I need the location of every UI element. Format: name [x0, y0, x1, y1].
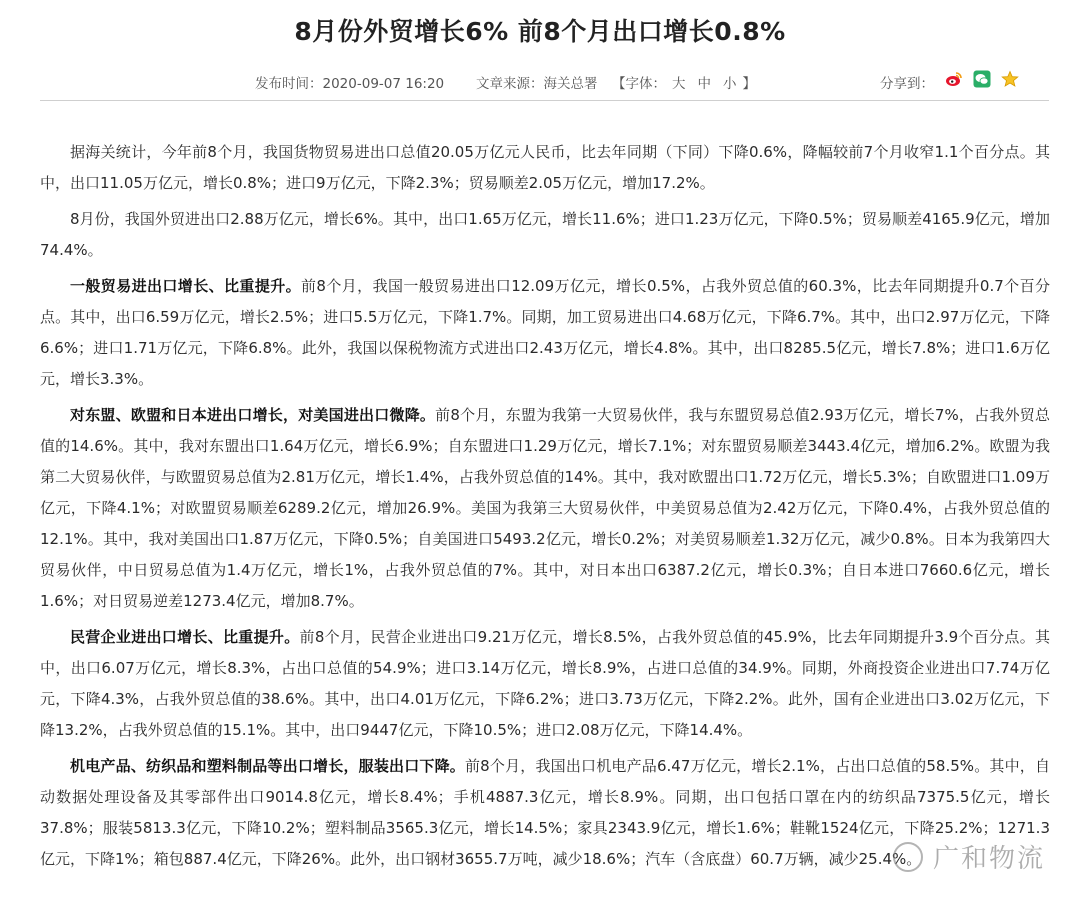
- font-size-selector: [612, 72, 756, 92]
- watermark: [893, 838, 1053, 878]
- watermark-logo-icon: [893, 842, 923, 872]
- watermark-text: 广和物流: [933, 844, 1046, 874]
- header-divider: [40, 100, 1049, 101]
- paragraph-text: 前8个月，民营企业进出口9.21万亿元，增长8.5%，占我外贸总值的45.9%，比去年同期提升3.9个百分点。其中，出口6.07万亿元，增长8.3%，占出口总值的54.9%；进口3.14万亿元，增长8.9%，占进口总值的34.9%。同期，外商投资企业进出口7.74万亿元，下降4.3%，占我外贸总值的38.6%。其中，出口4.01万亿元，下降6.2%；进口3.73万亿元，下降2.2%。此外，国有企业进出口3.02万亿元，下降13.2%，占我外贸总值的15.1%。其中，出口9447亿元，下降10.5%；进口2.08万亿元，下降14.4%。: [40, 628, 1050, 739]
- wechat-icon[interactable]: [973, 70, 991, 88]
- paragraph: [40, 137, 1050, 199]
- paragraph: [40, 271, 1050, 395]
- article-meta: [0, 70, 1080, 92]
- share-label: 分享到：: [880, 76, 934, 92]
- article-body: [40, 137, 1050, 880]
- font-medium-button[interactable]: 中: [697, 76, 711, 92]
- paragraph-text: 前8个月，东盟为我第一大贸易伙伴，我与东盟贸易总值2.93万亿元，增长7%，占我外贸总值的14.6%。其中，我对东盟出口1.64万亿元，增长6.9%；自东盟进口1.29万亿元，增长7.1%；对东盟贸易顺差3443.4亿元，增加6.2%。欧盟为我第二大贸易伙伴，与欧盟贸易总值为2.81万亿元，增长1.4%，占我外贸总值的14%。其中，我对欧盟出口1.72万亿元，增长5.3%；自欧盟进口1.09万亿元，下降4.1%；对欧盟贸易顺差6289.2亿元，增加26.9%。美国为我第三大贸易伙伴，中美贸易总值为2.42万亿元，下降0.4%，占我外贸总值的12.1%。其中，我对美国出口1.87万亿元，下降0.5%；自美国进口5493.2亿元，增长0.2%；对美贸易顺差1.32万亿元，减少0.8%。日本为我第四大贸易伙伴，中日贸易总值为1.4万亿元，增长1%，占我外贸总值的7%。其中，对日本出口6387.2亿元，增长0.3%；自日本进口7660.6亿元，增长1.6%；对日贸易逆差1273.4亿元，增加8.7%。: [40, 406, 1050, 610]
- font-selector-open: 【字体：: [612, 76, 666, 92]
- publish-time: 发布时间：2020-09-07 16:20: [255, 76, 445, 92]
- paragraph: [40, 204, 1050, 266]
- paragraph-text: 8月份，我国外贸进出口2.88万亿元，增长6%。其中，出口1.65万亿元，增长11.6%；进口1.23万亿元，下降0.5%；贸易顺差4165.9亿元，增加74.4%。: [40, 210, 1050, 259]
- paragraph: [40, 400, 1050, 617]
- font-large-button[interactable]: 大: [672, 76, 686, 92]
- font-selector-close: 】: [742, 76, 756, 92]
- weibo-icon[interactable]: [945, 70, 963, 88]
- paragraph-text: 前8个月，我国一般贸易进出口12.09万亿元，增长0.5%，占我外贸总值的60.3%，比去年同期提升0.7个百分点。其中，出口6.59万亿元，增长2.5%；进口5.5万亿元，下降1.7%。同期，加工贸易进出口4.68万亿元，下降6.7%。其中，出口2.97万亿元，下降6.6%；进口1.71万亿元，下降6.8%。此外，我国以保税物流方式进出口2.43万亿元，增长4.8%。其中，出口8285.5亿元，增长7.8%；进口1.6万亿元，增长3.3%。: [40, 277, 1050, 388]
- paragraph-lead: 机电产品、纺织品和塑料制品等出口增长，服装出口下降。: [70, 757, 465, 775]
- article-source: 文章来源：海关总署: [476, 76, 598, 92]
- article-title: 8月份外贸增长6% 前8个月出口增长0.8%: [294, 17, 786, 46]
- paragraph: [40, 622, 1050, 746]
- font-small-button[interactable]: 小: [723, 76, 737, 92]
- paragraph-text: 据海关统计，今年前8个月，我国货物贸易进出口总值20.05万亿元人民币，比去年同期（下同）下降0.6%，降幅较前7个月收窄1.1个百分点。其中，出口11.05万亿元，增长0.8%；进口9万亿元，下降2.3%；贸易顺差2.05万亿元，增加17.2%。: [40, 143, 1050, 192]
- paragraph-text: 前8个月，我国出口机电产品6.47万亿元，增长2.1%，占出口总值的58.5%。其中，自动数据处理设备及其零部件出口9014.8亿元，增长8.4%；手机4887.3亿元，增长8.9%。同期，出口包括口罩在内的纺织品7375.5亿元，增长37.8%；服装5813.3亿元，下降10.2%；塑料制品3565.3亿元，增长14.5%；家具2343.9亿元，增长1.6%；鞋靴1524亿元，下降25.2%；1271.3亿元，下降1%；箱包887.4亿元，下降26%。此外，出口钢材3655.7万吨，减少18.6%；汽车（含底盘）60.7万辆，减少25.4%。: [40, 757, 1050, 868]
- favorite-star-icon[interactable]: [1001, 70, 1019, 88]
- paragraph-lead: 一般贸易进出口增长、比重提升。: [70, 277, 302, 295]
- paragraph-lead: 民营企业进出口增长、比重提升。: [70, 628, 300, 646]
- paragraph-lead: 对东盟、欧盟和日本进出口增长，对美国进出口微降。: [70, 406, 436, 424]
